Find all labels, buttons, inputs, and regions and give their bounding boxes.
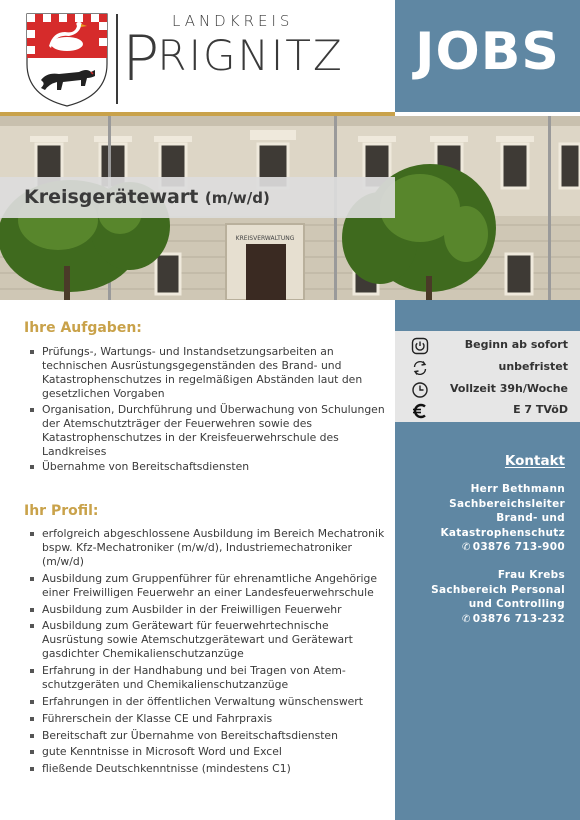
phone-icon: ✆ (462, 613, 471, 625)
list-item: Ausbildung zum Gruppenführer für ehrenamtliche Angehörige einer Freiwilligen Feuerwehr an einer Landesfeuerwehrschule (24, 572, 390, 600)
contact-role: und Controlling (468, 598, 565, 610)
contact-phone[interactable] (395, 612, 565, 628)
list-item: Erfahrung in der Handhabung und bei Tragen von Atem-schutzgeräten und Chemikalienschutzanzüge (24, 664, 390, 692)
clock-icon (411, 381, 429, 399)
contact-role: Brand- und (496, 512, 565, 524)
job-title-text: Kreisgerätewart (24, 186, 199, 208)
list-item: Ausbildung zum Ausbilder in der Freiwilligen Feuerwehr (24, 603, 390, 617)
refresh-icon (411, 359, 429, 377)
power-icon (411, 337, 429, 355)
contact-name: Herr Bethmann (470, 483, 565, 495)
contact-role: Katastrophenschutz (440, 526, 565, 539)
contact-krebs (395, 568, 565, 627)
list-item: Organisation, Durchführung und Überwachung von Schulungen der Atemschutzträger der Feuerwehren sowie des Katastrophenschutzes in der Kreisfeuerwehrschule des Landkreises (24, 403, 390, 459)
euro-icon (411, 402, 429, 420)
phone-number: 03876 713-232 (472, 612, 565, 625)
coat-of-arms-icon (25, 12, 109, 108)
sidebar (395, 300, 580, 820)
list-item: Übernahme von Bereitschaftsdiensten (24, 460, 390, 474)
job-title-suffix: (m/w/d) (204, 189, 270, 207)
aufgaben-list (24, 345, 390, 476)
fact-start (395, 335, 580, 357)
logo-landkreis: LANDKREIS (172, 12, 294, 30)
list-item: gute Kenntnisse in Microsoft Word und Excel (24, 745, 390, 759)
job-facts (395, 331, 580, 422)
fact-text: Beginn ab sofort (464, 338, 568, 351)
list-item: Ausbildung zum Gerätewart für feuerwehrtechnische Ausrüstung sowie Atemschutzgerätewart und Gerätewart gasdichter Chemikalienschutzanzüge (24, 619, 390, 661)
fact-salary (395, 400, 580, 422)
jobs-title: JOBS (415, 22, 560, 82)
list-item: fließende Deutschkenntnisse (mindestens C1) (24, 762, 390, 776)
contact-role: Sachbereich Personal (431, 583, 565, 596)
logo-prignitz (122, 22, 344, 95)
fact-text: Vollzeit 39h/Woche (450, 382, 568, 395)
fact-hours (395, 379, 580, 401)
contact-name: Frau Krebs (497, 569, 565, 581)
contact-phone[interactable] (395, 540, 565, 556)
building-sign: KREISVERWALTUNG (235, 235, 295, 242)
logo-wordmark: RIGNITZ (157, 31, 344, 80)
profil-list (24, 527, 390, 779)
contact-bethmann (395, 482, 565, 556)
list-item: Bereitschaft zur Übernahme von Bereitschaftsdiensten (24, 729, 390, 743)
aufgaben-heading: Ihre Aufgaben: (24, 320, 142, 336)
contact-role: Sachbereichsleiter (449, 497, 565, 510)
list-item: Prüfungs-, Wartungs- und Instandsetzungsarbeiten an technischen Ausrüstungsgegenständen des Brand- und Katastrophenschutzes in regelmäßigen Abständen laut den gesetzlichen Vorgaben (24, 345, 390, 401)
job-title (24, 186, 270, 208)
logo-divider (116, 14, 118, 104)
job-title-banner (0, 177, 395, 218)
list-item: Führerschein der Klasse CE und Fahrpraxis (24, 712, 390, 726)
fact-text: E 7 TVöD (513, 403, 568, 416)
list-item: erfolgreich abgeschlossene Ausbildung im Bereich Mechatronik bspw. Kfz-Mechatroniker (m/w/d), Industriemechatroniker (m/w/d) (24, 527, 390, 569)
jobs-panel (395, 0, 580, 112)
list-item: Erfahrungen in der öffentlichen Verwaltung wünschenswert (24, 695, 390, 709)
fact-duration (395, 357, 580, 379)
phone-icon: ✆ (462, 542, 471, 553)
profil-heading: Ihr Profil: (24, 503, 99, 519)
logo-initial: P (122, 22, 162, 95)
kontakt-heading: Kontakt (504, 453, 565, 469)
phone-number: 03876 713-900 (472, 541, 565, 553)
header (0, 0, 395, 112)
fact-text: unbefristet (498, 360, 568, 373)
